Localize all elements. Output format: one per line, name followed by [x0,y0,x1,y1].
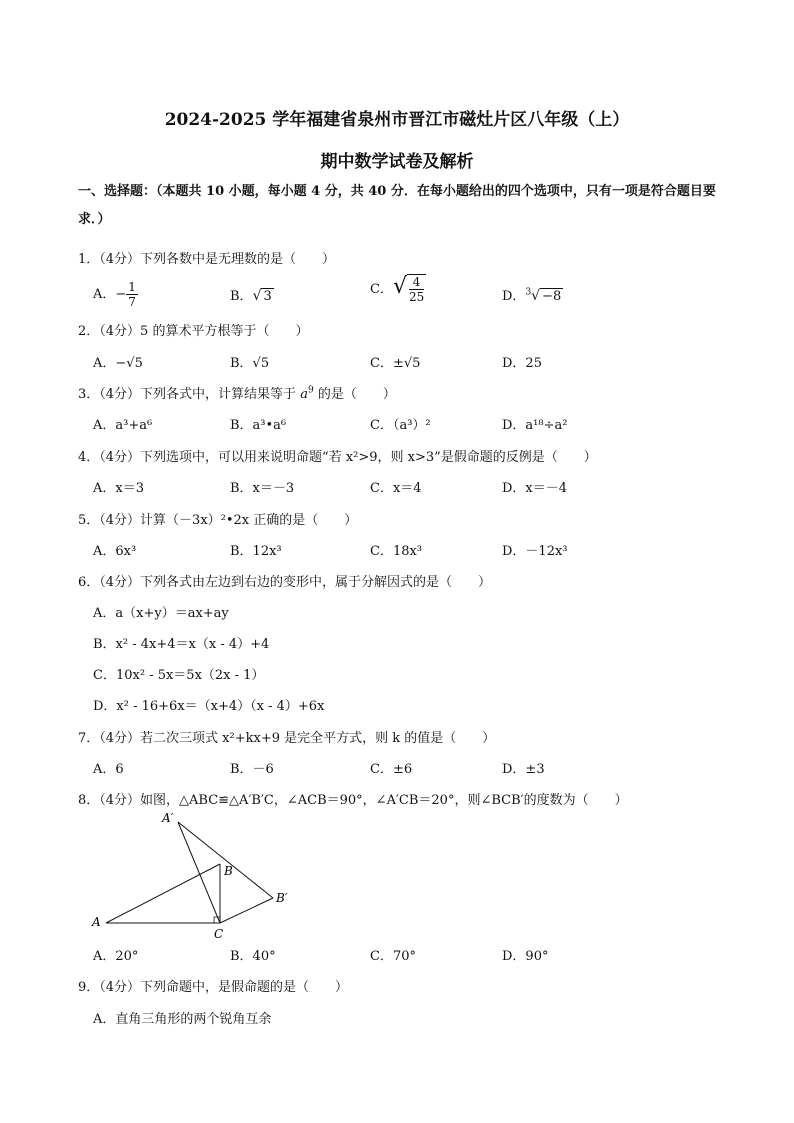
q8-option-b[interactable]: B．40° [230,949,276,964]
q6-option-d[interactable]: D．x² - 16+6x＝（x+4）（x - 4）+6x [93,699,325,714]
question-4-stem: 4．（4分）下列选项中，可以用来说明命题“若 x²>9，则 x>3”是假命题的反例是（ ） [78,450,597,465]
label-a-prime: A′ [162,811,174,825]
q1-option-b[interactable]: B．√ 3 [230,288,272,304]
q7-option-b[interactable]: B．－6 [230,762,274,777]
q5-option-c[interactable]: C．18x³ [370,544,423,559]
exam-title-line2: 期中数学试卷及解析 [320,152,474,172]
triangle-figure [88,808,308,940]
exam-title-line1: 2024-2025 学年福建省泉州市晋江市磁灶片区八年级（上） [164,110,630,130]
label-b-prime: B′ [276,891,288,905]
label-b: B [224,864,233,878]
q6-option-c[interactable]: C．10x² - 5x＝5x（2x - 1） [93,668,265,683]
segment-a1b1 [178,822,273,898]
label-a: A [92,915,101,929]
q1-option-c[interactable]: C．√ $\frac{4}{25}$ [370,274,425,304]
label-c: C [214,927,224,940]
q2-option-a[interactable]: A．−√5 [93,356,143,371]
question-2-stem: 2．（4分）5 的算术平方根等于（ ） [78,324,309,339]
q8-option-c[interactable]: C．70° [370,949,416,964]
q9-option-a[interactable]: A．直角三角形的两个锐角互余 [93,1012,272,1027]
section-heading: 一、选择题：（本题共 10 小题，每小题 4 分，共 40 分．在每小题给出的四个选项中，只有一项是符合题目要求．） [78,184,716,227]
q4-option-d[interactable]: D．x＝－4 [502,481,568,496]
q6-option-a[interactable]: A．a（x+y）＝ax+ay [93,606,229,621]
q8-option-d[interactable]: D．90° [502,949,549,964]
segment-cb1 [220,898,273,923]
question-1-stem: 1．（4分）下列各数中是无理数的是（ ） [78,252,336,267]
q3-option-a[interactable]: A．a³+a⁶ [93,418,153,433]
q5-option-d[interactable]: D．－12x³ [502,544,568,559]
question-9-stem: 9．（4分）下列命题中，是假命题的是（ ） [78,980,349,995]
question-5-stem: 5．（4分）计算（－3x）²•2x 正确的是（ ） [78,513,358,528]
q4-option-b[interactable]: B．x＝－3 [230,481,295,496]
question-6-stem: 6．（4分）下列各式由左边到右边的变形中，属于分解因式的是（ ） [78,575,492,590]
q1-a-fraction: $\frac{1}{7}$ [128,280,136,309]
q7-option-c[interactable]: C．±6 [370,762,413,777]
question-3-stem: 3．（4分）下列各式中，计算结果等于 $a^9$ 的是（ ） [78,385,396,402]
q6-option-b[interactable]: B．x² - 4x+4＝x（x - 4）+4 [93,637,270,652]
q3-option-b[interactable]: B．a³•a⁶ [230,418,287,433]
q7-option-d[interactable]: D．±3 [502,762,545,777]
q5-option-b[interactable]: B．12x³ [230,544,282,559]
segment-ab [106,864,220,923]
q2-option-b[interactable]: B．√5 [230,356,270,371]
q7-option-a[interactable]: A．6 [93,762,124,777]
question-8-stem: 8．（4分）如图，△ABC≌△A′B′C，∠ACB＝90°，∠A′CB＝20°，则∠BCB′的度数为（ ） [78,793,628,808]
q5-option-a[interactable]: A．6x³ [93,544,137,559]
q4-option-a[interactable]: A．x＝3 [93,481,144,496]
q3-option-d[interactable]: D．a¹⁸÷a² [502,418,568,433]
q1-option-d[interactable]: D．$^3$√ −8 [502,287,562,304]
q2-option-c[interactable]: C．±√5 [370,356,421,371]
q4-option-c[interactable]: C．x＝4 [370,481,422,496]
q2-option-d[interactable]: D．25 [502,356,542,371]
q1-option-a[interactable]: A．− $\frac{1}{7}$ [93,280,136,309]
question-7-stem: 7．（4分）若二次三项式 x²+kx+9 是完全平方式，则 k 的值是（ ） [78,731,496,746]
segment-a1c [178,822,220,923]
q3-option-c[interactable]: C．（a³）² [370,418,431,433]
q8-option-a[interactable]: A．20° [93,949,139,964]
